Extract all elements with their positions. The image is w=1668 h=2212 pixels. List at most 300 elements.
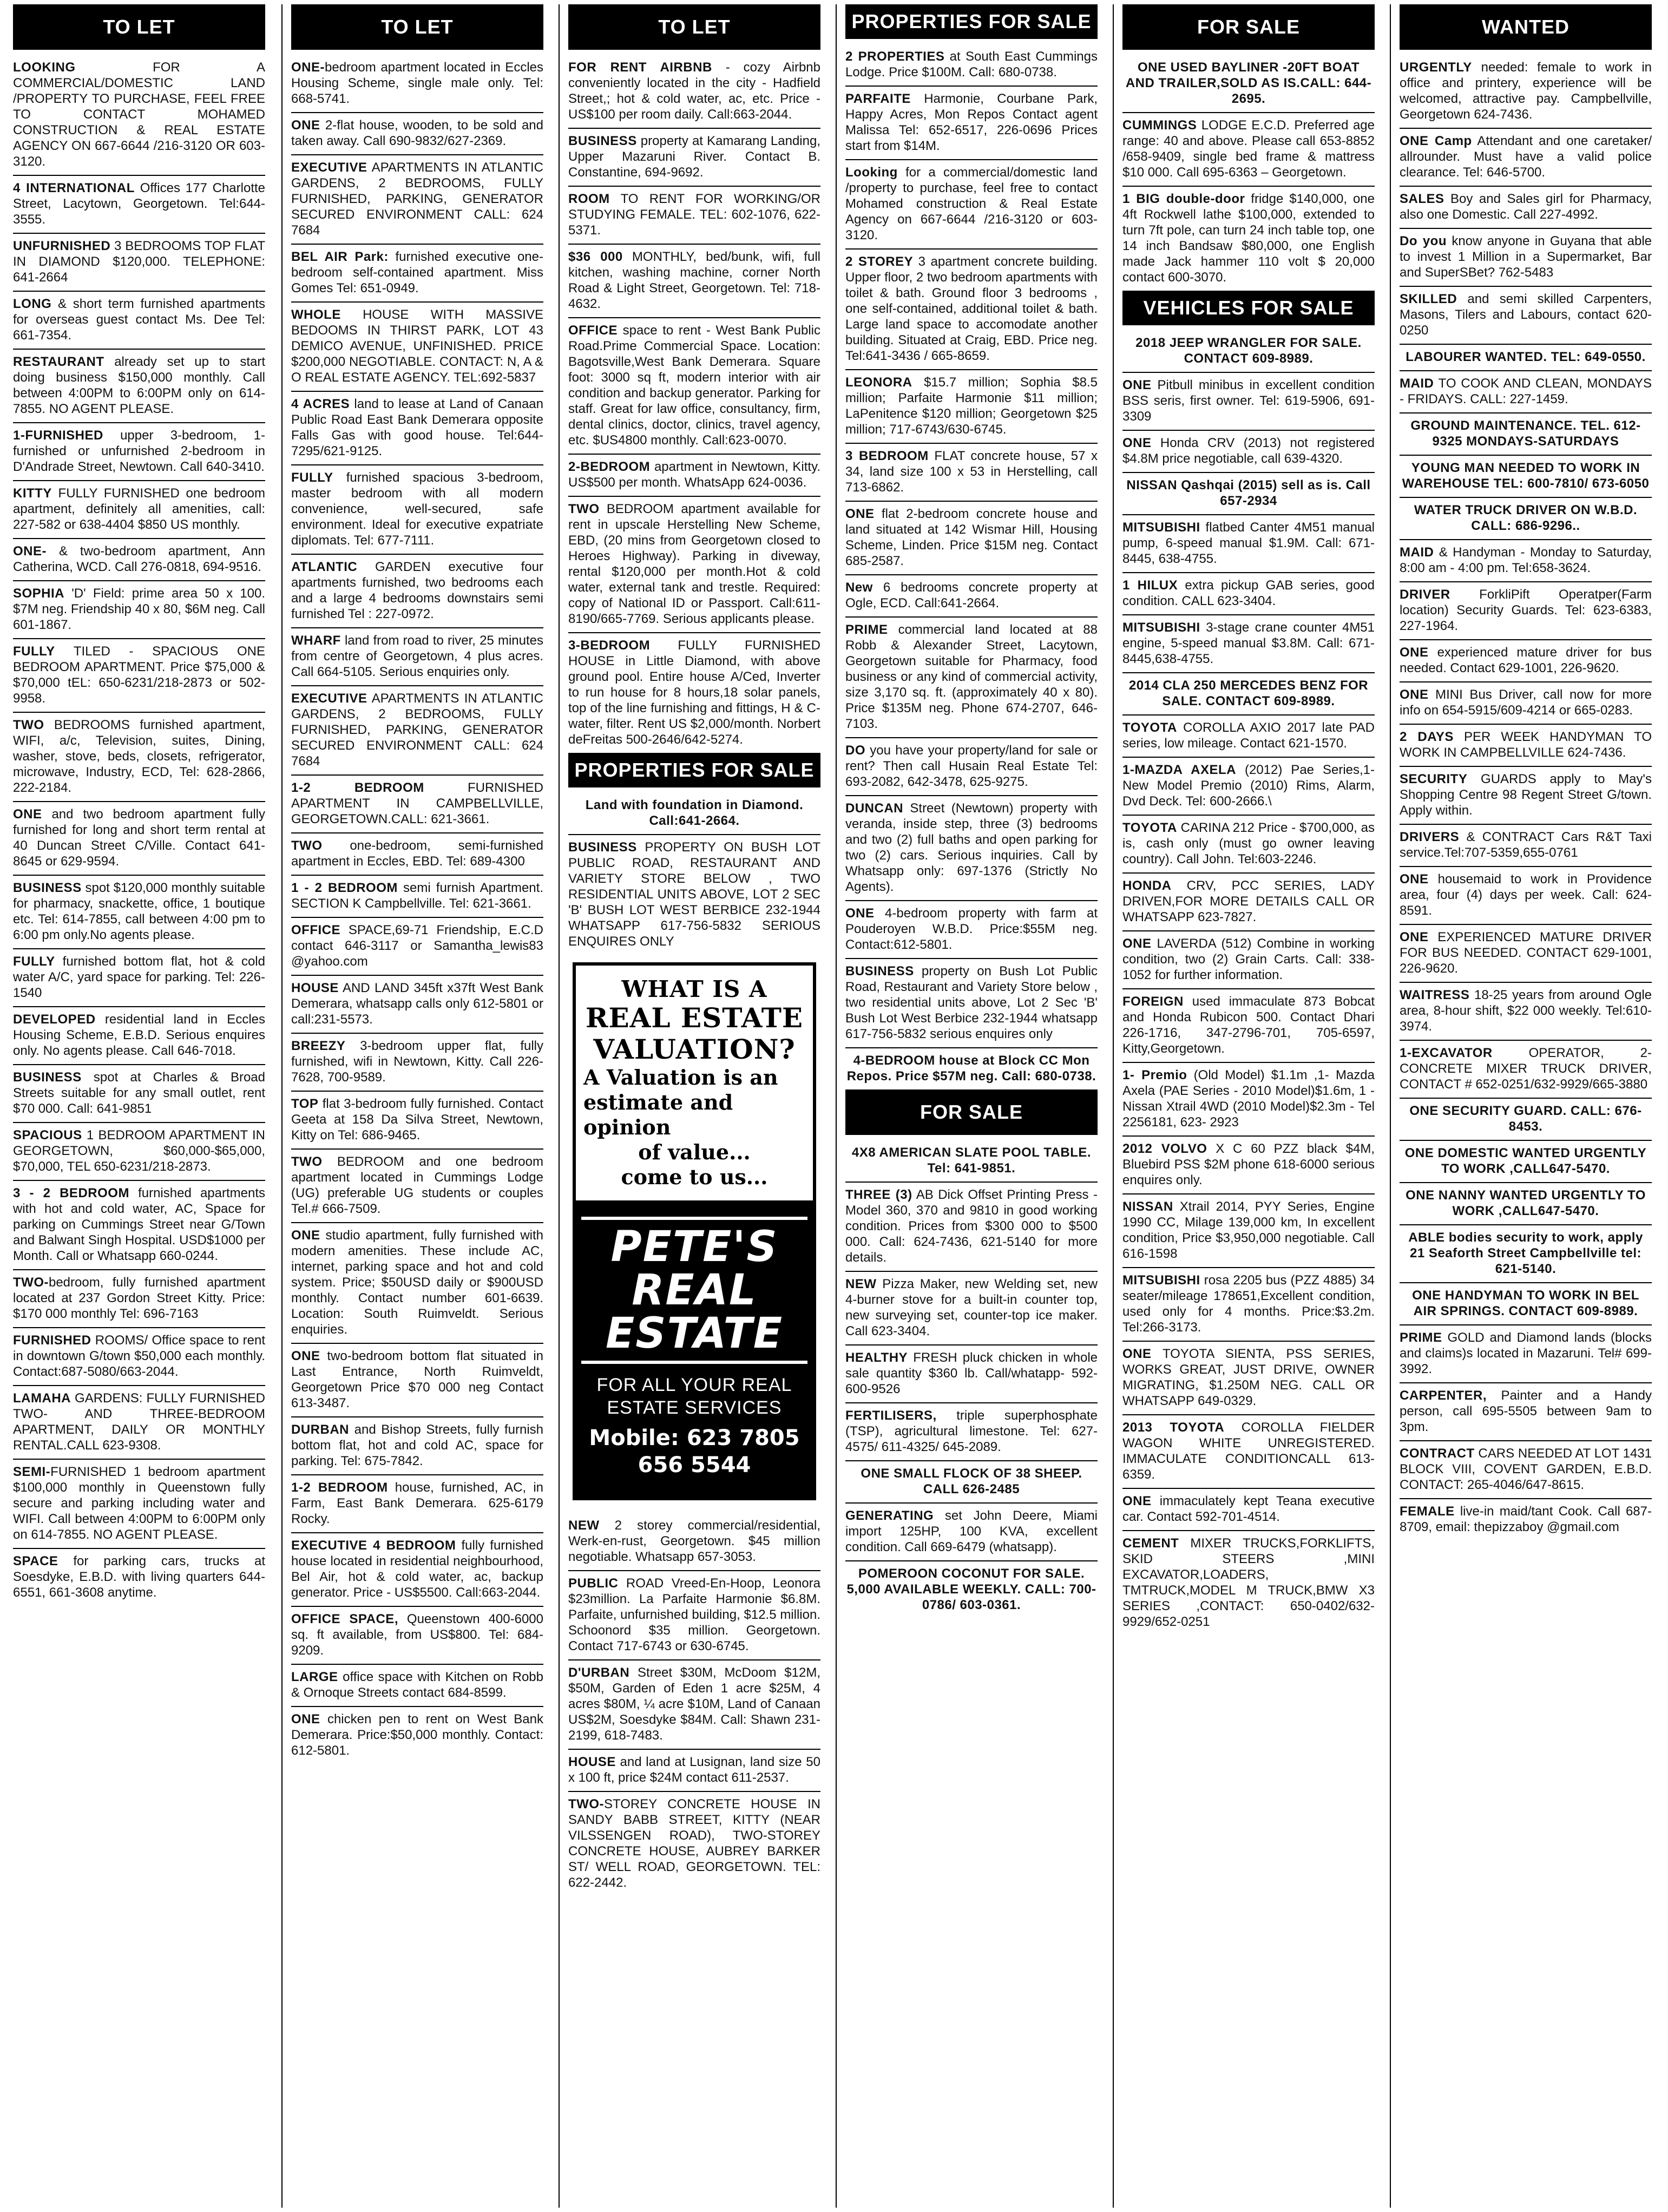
classified-ad: [291, 555, 543, 628]
classified-ad: [1122, 431, 1375, 473]
ad-lead: SECURITY: [1400, 772, 1468, 786]
classified-ad: [291, 465, 543, 555]
classified-ad: [1122, 816, 1375, 874]
ad-lead: Do you: [1400, 234, 1447, 248]
classified-ad: [1122, 113, 1375, 187]
ad-body: STOREY CONCRETE HOUSE IN SANDY BABB STREET, KITTY (NEAR VILSSENGEN ROAD), TWO-STOREY CONCRETE HOUSE, AUBREY BARKER ST/ WELL ROAD, GEORGETOWN. TEL: 622-2442.: [568, 1797, 820, 1890]
ad-body: bedroom, fully furnished apartment located at 237 Gordon Street Kitty. Price: $170 000 monthly Tel: 696-7163: [13, 1275, 265, 1321]
ad-body: extra pickup GAB series, good condition. CALL 623-3404.: [1122, 578, 1375, 608]
classified-ad: [845, 1345, 1098, 1403]
ad-body: bedroom apartment located in Eccles Housing Scheme, single male only. Tel: 668-5741.: [291, 60, 543, 106]
ad-body: and land at Lusignan, land size 50 x 100 ft, price $24M contact 611-2537.: [568, 1755, 820, 1785]
ad-body: APARTMENTS IN ATLANTIC GARDENS, 2 BEDROOMS, FULLY FURNISHED, PARKING, GENERATOR SECURED ENVIRONMENT CALL: 624 7684: [291, 691, 543, 769]
ad-body: Harmonie, Courbane Park, Happy Acres, Mon Repos Contact agent Malissa Tel: 652-6517, 226-0696 Prices start from $14M.: [845, 91, 1098, 153]
classified-ad: [13, 713, 265, 802]
logo-line: REAL ESTATE: [606, 1266, 783, 1358]
section-header-wanted: WANTED: [1400, 4, 1652, 50]
ad-body: furnished bottom flat, hot & cold water A/C, yard space for parking. Tel: 226-1540: [13, 954, 265, 1000]
classified-ad: [1400, 456, 1652, 498]
ad-lead: ABLE bodies security to work, apply 21 Seaforth Street Campbellville tel: 621-5140.: [1408, 1230, 1643, 1276]
ad-lead: FURNISHED: [13, 1333, 91, 1348]
classified-ad: [291, 1707, 543, 1764]
ad-body: at South East Cummings Lodge. Price $100M. Call: 680-0738.: [845, 49, 1098, 80]
ad-body: residential land in Eccles Housing Scheme, E.B.D. Serious enquires only. No agents please. Call 646-7018.: [13, 1012, 265, 1058]
ad-body: PER WEEK HANDYMAN TO WORK IN CAMPBELLVILLE 624-7436.: [1400, 730, 1652, 760]
ad-lead: SPACIOUS: [13, 1128, 82, 1143]
classified-ad: [13, 1270, 265, 1328]
classified-ad: [1400, 1325, 1652, 1383]
ad-body: & two-bedroom apartment, Ann Catherina, WCD. Call 276-0818, 694-9516.: [13, 544, 265, 574]
mobile-line: Mobile: 623 7805: [589, 1426, 800, 1450]
ad-body: land from road to river, 25 minutes from centre of Georgetown, 4 plus acres. Call 664-5105. Serious enquiries only.: [291, 633, 543, 679]
classified-ad: [291, 918, 543, 976]
ad-lead: ONE: [291, 118, 320, 133]
ad-lead: SEMI-: [13, 1465, 51, 1479]
classified-ad: [291, 1092, 543, 1150]
ad-lead: THREE (3): [845, 1187, 912, 1202]
classified-ad: [568, 1513, 820, 1571]
ad-lead: NEW: [568, 1518, 600, 1533]
ad-lead: 1-2 BEDROOM: [291, 780, 424, 795]
classified-ad: [1122, 1063, 1375, 1137]
classified-ad: [13, 1328, 265, 1386]
advert-line: come to us...: [621, 1165, 768, 1189]
ad-body: already set up to start doing business $150,000 monthly. Call between 4:00PM to 6:00PM only on 614-7855. NO AGENT PLEASE.: [13, 355, 265, 416]
ad-body: APARTMENTS IN ATLANTIC GARDENS, 2 BEDROOMS, FULLY FURNISHED, PARKING, GENERATOR SECURED ENVIRONMENT CALL: 624 7684: [291, 160, 543, 238]
ad-body: furnished spacious 3-bedroom, master bedroom with all modern convenience, well-secured, safe environment. Ideal for executive expatriate diplomats. Tel: 677-7111.: [291, 470, 543, 548]
ad-lead: PRIME: [1400, 1330, 1442, 1345]
column-1: [4, 4, 273, 2208]
ad-body: upper 3-bedroom, 1-furnished or unfurnished 2-bedroom in D'Andrade Street, Newtown. Call 640-3410.: [13, 428, 265, 474]
classified-ad: [1400, 498, 1652, 540]
ad-body: 3-stage crane counter 4M51 engine, 5-speed manual $3.8M. Call: 671-8445,638-4755.: [1122, 620, 1375, 666]
ad-lead: ONE-: [13, 544, 47, 559]
advert-line: WHAT IS A: [621, 976, 767, 1002]
classified-ad: [291, 1344, 543, 1417]
ad-lead: BUSINESS: [13, 881, 82, 895]
classified-ad: [291, 876, 543, 918]
ad-body: (Old Model) $1.1m ,1- Mazda Axela (PAE Series - 2010 Model)$1.6m, 1 - Nissan Xtrail 4WD (2010 Model)$2.3m - Tel 2256181, 623- 2923: [1122, 1068, 1375, 1130]
classified-ad: [291, 1533, 543, 1607]
classified-ad: [13, 949, 265, 1007]
ad-lead: PARFAITE: [845, 91, 911, 106]
ad-body: semi furnish Apartment. SECTION K Campbellville. Tel: 621-3661.: [291, 881, 543, 911]
section-header-for-sale: FOR SALE: [845, 1089, 1098, 1135]
logo-name: [581, 1217, 807, 1364]
classified-ad: [291, 628, 543, 686]
classified-ad: [568, 455, 820, 497]
classified-ad: [291, 303, 543, 392]
classified-ad: [568, 1660, 820, 1750]
ad-lead: 2 PROPERTIES: [845, 49, 945, 64]
ad-body: HOUSE WITH MASSIVE BEDOOMS IN THIRST PARK, LOT 43 DEMICO AVENUE, UNFINISHED. PRICE $200,000 NEGOTIABLE. CONTACT: N, A & O REAL ESTATE AGENCY. TEL:692-5837: [291, 307, 543, 385]
classified-ad: [568, 633, 820, 753]
ad-lead: 4 INTERNATIONAL: [13, 181, 135, 195]
ad-lead: ONE-: [291, 60, 325, 75]
ad-body: 4-bedroom property with farm at Pouderoyen W.B.D. Price:$55M neg. Contact:612-5801.: [845, 906, 1098, 952]
classified-ad: [1122, 55, 1375, 113]
ad-lead: MITSUBISHI: [1122, 620, 1200, 635]
ad-body: 1 BEDROOM APARTMENT IN GEORGETOWN, $60,000-$65,000, $70,000, TEL 650-6231/218-2873.: [13, 1128, 265, 1174]
classified-ad: [13, 1007, 265, 1065]
ad-lead: SOPHIA: [13, 586, 65, 601]
ad-lead: DEVELOPED: [13, 1012, 96, 1027]
ad-lead: TOYOTA: [1122, 720, 1177, 735]
ad-body: and two bedroom apartment fully furnished for long and short term rental at 40 Duncan Street C/Ville. Contact 641-8645 or 629-9594.: [13, 807, 265, 869]
classified-ad: [845, 1561, 1098, 1618]
ad-list: [568, 787, 820, 955]
ad-body: 'D' Field: prime area 50 x 100. $7M neg. Friendship 40 x 80, $6M neg. Call 601-1867.: [13, 586, 265, 632]
classified-ad: [1400, 1141, 1652, 1183]
ad-lead: TWO: [568, 502, 600, 516]
classified-ad: [845, 1183, 1098, 1272]
classified-ad: [568, 55, 820, 129]
ad-body: LODGE E.C.D. Preferred age range: 40 and above. Please call 653-8852 /658-9409, single bed frame & mattress $10 000. Call 695-6363 – Georgetown.: [1122, 118, 1375, 180]
advert-line: of value...: [638, 1140, 751, 1164]
ad-lead: SKILLED: [1400, 292, 1457, 306]
logo-mobile: [581, 1425, 807, 1492]
classified-ad: [845, 44, 1098, 87]
ad-body: Pitbull minibus in excellent condition BSS seris, first owner. Tel: 619-5906, 691-3309: [1122, 378, 1375, 424]
ad-lead: LARGE: [291, 1670, 338, 1684]
ad-body: & Handyman - Monday to Saturday, 8:00 am - 4:00 pm. Tel:658-3624.: [1400, 545, 1652, 575]
ad-lead: PUBLIC: [568, 1576, 619, 1591]
ad-body: Xtrail 2014, PYY Series, Engine 1990 CC, Milage 139,000 km, In excellent condition, Price $3,950,000 negotiable. Call 616-1598: [1122, 1199, 1375, 1261]
classified-ad: [1122, 758, 1375, 816]
ad-body: 3 apartment concrete building. Upper floor, 2 two bedroom apartments with toilet & bath. Ground floor 3 bedrooms , one self-contained, additional toilet & bath. Large land space to accomodate another building. Situated at Craig, EBD. Price neg. Tel:641-3436 / 665-8659.: [845, 254, 1098, 363]
classified-ad: [1122, 1268, 1375, 1342]
classified-ad: [13, 1460, 265, 1549]
section-header-vehicles-for-sale: VEHICLES FOR SALE: [1122, 291, 1375, 325]
ad-body: PROPERTY ON BUSH LOT PUBLIC ROAD, RESTAURANT AND VARIETY STORE BELOW , TWO RESIDENTIAL UNITS ABOVE, LOT 2 SEC 'B' BUSH LOT WEST BERBICE 232-1944 WHATSAPP 617-756-5832 SERIOUS ENQUIRES ONLY: [568, 840, 820, 949]
ad-lead: 2018 JEEP WRANGLER FOR SALE. CONTACT 609-8989.: [1135, 336, 1362, 366]
ad-body: Street (Newtown) property with veranda, inside step, three (3) bedrooms and two (2) full baths and open parking for two (2) cars. Serious inquiries. Call by Whatsapp only: 697-1376 (Strictly No Agents).: [845, 801, 1098, 894]
ad-list: [1122, 325, 1375, 1635]
ad-body: Queenstown 400-6000 sq. ft available, from US$800. Tel: 684-9209.: [291, 1612, 543, 1658]
classified-ad: [1400, 1383, 1652, 1441]
classified-ad: [1400, 55, 1652, 129]
ad-lead: ONE: [1122, 1347, 1152, 1361]
ad-list: [568, 1508, 820, 1896]
ad-body: chicken pen to rent on West Bank Demerara. Price:$50,000 monthly. Contact: 612-5801.: [291, 1712, 543, 1758]
ad-body: CRV, PCC SERIES, LADY DRIVEN,FOR MORE DETAILS CALL OR WHATSAPP 623-7827.: [1122, 878, 1375, 924]
ad-body: ForkliPift Operatper(Farm location) Security Guards. Tel: 623-6383, 227-1964.: [1400, 587, 1652, 633]
ad-body: Pizza Maker, new Welding set, new 4-burner stove for a built-in counter top, new surveying set, counter-top ice maker. Call 623-3404.: [845, 1277, 1098, 1338]
ad-lead: 2-BEDROOM: [568, 460, 651, 474]
classified-ad: [13, 639, 265, 713]
ad-list: [13, 50, 265, 1606]
ad-lead: TWO: [291, 838, 323, 853]
ad-body: 3-bedroom upper flat, fully furnished, wifi in Newtown, Kitty. Call 226-7628, 700-9589.: [291, 1039, 543, 1085]
classified-ad: [291, 1150, 543, 1223]
ad-lead: WAITRESS: [1400, 988, 1470, 1002]
classified-ad: [291, 155, 543, 245]
ad-lead: OFFICE: [568, 323, 618, 338]
classified-ad: [291, 1665, 543, 1707]
classified-ad: [1400, 129, 1652, 187]
ad-body: FOR A COMMERCIAL/DOMESTIC LAND /PROPERTY TO PURCHASE, FEEL FREE TO CONTACT MOHAMED CONSTRUCTION & REAL ESTATE AGENCY ON 667-6644 /216-3120 OR 603-3120.: [13, 60, 265, 169]
classified-ad: [845, 502, 1098, 575]
classified-ad: [291, 1223, 543, 1344]
ad-body: two-bedroom bottom flat situated in Last Entrance, North Ruimveldt, Georgetown Price $70 000 neg Contact 613-3487.: [291, 1349, 543, 1410]
classified-ad: [1122, 989, 1375, 1063]
classified-ad: [1400, 725, 1652, 767]
ad-list: [291, 50, 543, 1764]
section-header-to-let: TO LET: [568, 4, 820, 50]
section-header-to-let: TO LET: [291, 4, 543, 50]
ad-lead: D'URBAN: [568, 1665, 630, 1680]
ad-lead: CARPENTER,: [1400, 1388, 1487, 1403]
ad-body: (2012) Pae Series,1- New Model Premio (2010) Rims, Alarm, Dvd Deck. Tel: 600-2666.\: [1122, 763, 1375, 809]
ad-body: furnished apartments with hot and cold water, AC, Space for parking on Cummings Street near G/Town and Balwant Singh Hospital. USD$1000 per Month. Call or Whatsapp 660-0244.: [13, 1186, 265, 1263]
classified-ad: [1400, 1041, 1652, 1099]
classified-ad: [1122, 1342, 1375, 1415]
classified-ad: [1400, 1225, 1652, 1283]
classified-ad: [845, 87, 1098, 160]
ad-lead: LOOKING: [13, 60, 76, 75]
ad-body: fridge $140,000, one 4ft Rockwell lathe $100,000, extended to turn 7ft pole, can turn 24 inch table top, one 14 inch Bandsaw $80,000, one English made Jack hammer 110 volt $ 20,000 contact 600-3070.: [1122, 192, 1375, 285]
ad-lead: 2014 CLA 250 MERCEDES BENZ FOR SALE. CONTACT 609-8989.: [1128, 678, 1369, 708]
ad-body: spot $120,000 monthly suitable for pharmacy, snackette, office, 1 boutique etc. Tel: 614-7855, call between 4:00 pm to 6:00 pm only.No agents please.: [13, 881, 265, 942]
ad-lead: MAID: [1400, 376, 1434, 391]
ad-lead: EXECUTIVE: [291, 160, 367, 175]
classified-ad: [291, 392, 543, 465]
ad-body: ROAD Vreed-En-Hoop, Leonora $23million. La Parfaite Harmonie $6.8M. Parfaite, unfurnished building, $12.5 million. Schoonord $35 million. Georgetown. Contact 717-6743 or 630-6745.: [568, 1576, 820, 1653]
ad-lead: WHOLE: [291, 307, 341, 322]
ad-body: Attendant and one caretaker/ allrounder. Must have a valid police clearance. Tel: 646-5700.: [1400, 134, 1652, 180]
classified-ad: [1122, 515, 1375, 573]
classified-ad: [568, 318, 820, 455]
ad-body: COROLLA AXIO 2017 late PAD series, low mileage. Contact 621-1570.: [1122, 720, 1375, 751]
ad-lead: DRIVER: [1400, 587, 1450, 602]
ad-lead: 1 BIG double-door: [1122, 192, 1245, 206]
logo-line: PETE'S: [610, 1223, 778, 1271]
ad-lead: HEALTHY: [845, 1350, 908, 1365]
classified-ad: [1122, 573, 1375, 615]
ad-lead: 1- Premio: [1122, 1068, 1187, 1082]
classified-ad: [845, 796, 1098, 901]
ad-lead: NEW: [845, 1277, 877, 1291]
classified-ad: [13, 1549, 265, 1606]
ad-body: triple superphosphate (TSP), agricultural limestone. Tel: 627-4575/ 611-4325/ 645-2089.: [845, 1408, 1098, 1454]
ad-body: - cozy Airbnb conveniently located in the city - Hadfield Street,; hot & cold water, ac, etc. Price - US$100 per room daily. Call:663-2044.: [568, 60, 820, 122]
ad-lead: TWO: [291, 1154, 323, 1169]
ad-lead: WHARF: [291, 633, 341, 648]
ad-lead: WATER TRUCK DRIVER ON W.B.D. CALL: 686-9296..: [1414, 503, 1638, 533]
ad-lead: ONE: [1400, 687, 1429, 702]
ad-lead: TWO-: [13, 1275, 49, 1290]
classified-ad: [1400, 371, 1652, 413]
column-5: [1113, 4, 1382, 2208]
ad-lead: ONE: [1400, 645, 1429, 660]
ad-body: Boy and Sales girl for Pharmacy, also one Domestic. Call 227-4992.: [1400, 192, 1652, 222]
advert-line: VALUATION?: [593, 1033, 796, 1065]
classified-ad: [845, 160, 1098, 250]
ad-body: land to lease at Land of Canaan Public Road East Bank Demerara opposite Falls Gas with good house. Tel:644-7295/621-9125.: [291, 397, 544, 458]
ad-body: SPACE,69-71 Friendship, E.C.D contact 646-3117 or Samantha_lewis83 @yahoo.com: [291, 923, 543, 969]
ad-body: 2-flat house, wooden, to be sold and taken away. Call 690-9832/627-2369.: [291, 118, 543, 148]
ad-body: for a commercial/domestic land /property to purchase, feel free to contact Mohamed construction & Real Estate Agency on 667-6644 /216-3120 or 603-3120.: [845, 165, 1098, 242]
classified-ad: [845, 575, 1098, 618]
ad-body: BEDROOMS furnished apartment, WIFI, a/c, Television, suites, Dining, washer, stove, beds, closets, refrigerator, microwave, Industry, ECD, Tel: 628-2866, 222-2184.: [13, 718, 265, 795]
ad-lead: FULLY: [13, 644, 55, 659]
section-header-properties-for-sale: PROPERTIES FOR SALE: [568, 753, 820, 787]
classified-ad: [1400, 1099, 1652, 1141]
classified-ad: [1400, 229, 1652, 287]
classified-ad: [13, 1123, 265, 1181]
ad-body: housemaid to work in Providence area, four (4) days per week. Call: 624-8591.: [1400, 872, 1652, 918]
ad-lead: ATLANTIC: [291, 560, 358, 574]
ad-body: MIXER TRUCKS,FORKLIFTS, SKID STEERS ,MINI EXCAVATOR,LOADERS, TMTRUCK,MODEL M TRUCK,BMW X3 SERIES ,CONTACT: 650-0402/632-9929/652-0251: [1122, 1536, 1375, 1629]
ad-lead: DRIVERS: [1400, 830, 1460, 844]
ad-lead: KITTY: [13, 486, 52, 501]
classified-ad: [1400, 767, 1652, 825]
ad-body: FULLY FURNISHED HOUSE in Little Diamond, with above ground pool. Entire house A/Ced, Inverter to run house for 8 hours,18 solar panels, top of the line furnishing and fittings, H & C- water, filter. Rent US $2,000/month. Norbert deFreitas 500-2646/642-5274.: [568, 638, 820, 747]
ad-lead: CUMMINGS: [1122, 118, 1197, 133]
section-header-properties-for-sale: PROPERTIES FOR SALE: [845, 4, 1098, 39]
ad-body: furnished executive one-bedroom self-contained apartment. Miss Gomes Tel: 651-0949.: [291, 250, 543, 296]
classified-ad: [1400, 582, 1652, 640]
ad-lead: YOUNG MAN NEEDED TO WORK IN WAREHOUSE TEL: 600-7810/ 673-6050: [1402, 461, 1650, 491]
ad-lead: HOUSE: [568, 1755, 616, 1769]
ad-lead: RESTAURANT: [13, 355, 104, 369]
classified-ad: [13, 581, 265, 639]
classified-ad: [291, 1034, 543, 1092]
ad-body: BEDROOM and one bedroom apartment located in Cummings Lodge (UG) preferable UG students or couples Tel.# 666-7509.: [291, 1154, 543, 1216]
ad-lead: ONE SMALL FLOCK OF 38 SHEEP. CALL 626-2485: [861, 1466, 1082, 1496]
ad-lead: HOUSE: [291, 981, 339, 995]
ad-body: space to rent - West Bank Public Road.Prime Commercial Space. Location: Bagotsville,West Bank Demerara. Square foot: 3000 sq ft, modern interior with air condition and backup generator. Parking for staff. Great for law office, consultancy, firm, dental clinics, doctor, clinics, travel agency, etc. $US4800 monthly. Call:623-0070.: [568, 323, 820, 448]
ad-lead: FEMALE: [1400, 1504, 1455, 1519]
classified-ad: [568, 187, 820, 245]
ad-lead: ONE: [291, 1712, 320, 1727]
ad-body: know anyone in Guyana that able to invest 1 Million in a Supermarket, Bar and SuperSBet? 762-5483: [1400, 234, 1652, 280]
ad-body: TOYOTA SIENTA, PSS SERIES, WORKS GREAT, JUST DRIVE, OWNER MIGRATING, $1.250M NEG. CALL OR WHATSAPP 649-0329.: [1122, 1347, 1375, 1408]
ad-body: & short term furnished apartments for overseas guest contact Ms. Dee Tel: 661-7354.: [13, 297, 265, 343]
classified-ad: [1122, 1137, 1375, 1194]
ad-body: house, furnished, AC, in Farm, East Bank Demerara. 625-6179 Rocky.: [291, 1480, 543, 1526]
ad-body: TILED - SPACIOUS ONE BEDROOM APARTMENT. Price $75,000 & $70,000 tEL: 650-6231/218-2873 or 502-9958.: [13, 644, 265, 706]
ad-body: CARINA 212 Price - $700,000, as is, cash only (must go owner leaving country). Call John. Tel:603-2246.: [1122, 821, 1375, 867]
ad-lead: 1-2 BEDROOM: [291, 1480, 388, 1495]
classified-ad: [1122, 931, 1375, 989]
classified-ad: [845, 1403, 1098, 1461]
classified-ad: [1400, 1441, 1652, 1499]
ad-lead: ONE: [1122, 436, 1152, 450]
ad-lead: ONE: [845, 906, 875, 921]
ad-lead: LONG: [13, 297, 52, 311]
ad-body: GARDENS: FULLY FURNISHED TWO- AND THREE-BEDROOM APARTMENT, DAILY OR MONTHLY RENTAL.CALL 623-9308.: [13, 1391, 265, 1453]
ad-lead: BUSINESS: [13, 1070, 82, 1085]
ad-lead: TWO: [13, 718, 44, 732]
classified-ad: [1400, 867, 1652, 925]
ad-lead: ROOM: [568, 192, 610, 206]
classified-ad: [13, 55, 265, 176]
ad-lead: ONE HANDYMAN TO WORK IN BEL AIR SPRINGS. CONTACT 609-8989.: [1412, 1288, 1639, 1318]
ad-body: commercial land located at 88 Robb & Alexander Street, Lacytown, Georgetown suitable for Pharmacy, food business or any kind of commercial activity, size 3,170 sq. ft. (approximately 40 x 80). Price $135M neg. Phone 674-2707, 646-7103.: [845, 622, 1098, 731]
ad-body: and semi skilled Carpenters, Masons, Tilers and Labours, contact 620-0250: [1400, 292, 1652, 338]
ad-lead: OFFICE SPACE,: [291, 1612, 398, 1626]
ad-lead: TOYOTA: [1122, 821, 1177, 835]
ad-body: you have your property/land for sale or rent? Then call Husain Real Estate Tel: 693-2082, 642-3478, 625-9275.: [845, 743, 1098, 789]
ad-lead: MAID: [1400, 545, 1434, 560]
ad-body: rosa 2205 bus (PZZ 4885) 34 seater/mileage 178651,Excellent condition, used only for 4 months. Price:$3.2m. Tel:266-3173.: [1122, 1273, 1375, 1335]
ad-lead: DO: [845, 743, 865, 758]
classified-ad: [568, 245, 820, 318]
classified-ad: [13, 234, 265, 292]
classified-ad: [1400, 540, 1652, 582]
classified-ad: [291, 1607, 543, 1665]
classified-ad: [1122, 615, 1375, 673]
ad-body: and Bishop Streets, fully furnish bottom flat, hot and cold AC, space for parking. Tel: 675-7842.: [291, 1422, 543, 1468]
classified-ad: [291, 55, 543, 113]
classified-ad: [1122, 373, 1375, 431]
ad-lead: Land with foundation in Diamond. Call:641-2664.: [585, 798, 804, 828]
ad-body: & CONTRACT Cars R&T Taxi service.Tel:707-5359,655-0761: [1400, 830, 1652, 860]
classified-ad: [291, 1475, 543, 1533]
ad-lead: LABOURER WANTED. TEL: 649-0550.: [1406, 350, 1646, 364]
advert-line: estimate and opinion: [583, 1090, 733, 1139]
ad-lead: 1-MAZDA AXELA: [1122, 763, 1237, 777]
ad-body: BEDROOM apartment available for rent in upscale Herstelling New Scheme, EBD, (20 mins from Georgetown closed to Heroes Highway). Parking in diveway, rental $120,000 per month.Hot & cold water, external tank and trestle. Required: copy of National ID or Passport. Call:611-8190/665-7769. Serious applicants please.: [568, 502, 820, 626]
classified-ad: [13, 423, 265, 481]
ad-lead: 4 ACRES: [291, 397, 350, 411]
ad-body: FRESH pluck chicken in whole sale quantity $360 lb. Call/whatapp- 592-600-9526: [845, 1350, 1098, 1396]
ad-body: flatbed Canter 4M51 manual pump, 6-speed manual $1.9M. Call: 671-8445, 638-4755.: [1122, 520, 1375, 566]
ad-lead: ONE NANNY WANTED URGENTLY TO WORK ,CALL647-5470.: [1406, 1188, 1646, 1218]
classified-ad: [13, 876, 265, 949]
classified-ad: [13, 539, 265, 581]
classified-ad: [291, 776, 543, 833]
classified-ad: [1122, 473, 1375, 515]
ad-body: CARS NEEDED AT LOT 1431 BLOCK VIII, COVENT GARDEN, E.B.D. CONTACT: 265-4046/647-8615.: [1400, 1446, 1652, 1492]
classified-ad: [1400, 983, 1652, 1041]
ad-body: AB Dick Offset Printing Press - Model 360, 370 and 9810 in good working condition. Prices from $300 000 to $500 000. Call: 624-7436, 621-5140 for more details.: [845, 1187, 1098, 1265]
classified-ad: [845, 1272, 1098, 1345]
ad-lead: POMEROON COCONUT FOR SALE. 5,000 AVAILABLE WEEKLY. CALL: 700-0786/ 603-0361.: [846, 1566, 1096, 1612]
ad-lead: 2 DAYS: [1400, 730, 1454, 744]
ad-lead: GROUND MAINTENANCE. TEL. 612-9325 MONDAYS-SATURDAYS: [1410, 418, 1641, 449]
classified-ad: [1122, 673, 1375, 716]
column-3: [559, 4, 828, 2208]
classified-ad: [1400, 345, 1652, 371]
ad-lead: ONE: [1122, 1494, 1152, 1508]
classified-ad: [845, 618, 1098, 738]
classified-ad: [845, 1504, 1098, 1561]
classified-ad: [845, 1140, 1098, 1183]
logo-tagline: [581, 1364, 807, 1425]
classified-ad: [845, 1461, 1098, 1504]
ad-body: for parking cars, trucks at Soesdyke, E.B.D. with living quarters 644-6551, 661-3608 anytime.: [13, 1554, 265, 1600]
classified-ad: [568, 1571, 820, 1660]
classified-ad: [1400, 1499, 1652, 1540]
ad-body: Honda CRV (2013) not registered $4.8M price negotiable, call 639-4320.: [1122, 436, 1375, 466]
ad-lead: FOREIGN: [1122, 994, 1184, 1009]
classified-ad: [13, 481, 265, 539]
classified-ad: [568, 793, 820, 835]
classified-ad: [1122, 1489, 1375, 1531]
ad-lead: DUNCAN: [845, 801, 903, 816]
ad-body: GARDEN executive four apartments furnished, two bedrooms each and a large 4 bedrooms downstairs semi furnished Tel : 227-0972.: [291, 560, 543, 621]
ad-list: [845, 1135, 1098, 1618]
ad-body: FURNISHED APARTMENT IN CAMPBELLVILLE, GEORGETOWN.CALL: 621-3661.: [291, 780, 544, 826]
ad-lead: 1 HILUX: [1122, 578, 1178, 593]
advert-question: [576, 966, 813, 1200]
ad-lead: ONE: [845, 507, 875, 521]
classified-ad: [291, 1417, 543, 1475]
mobile-line: 656 5544: [638, 1453, 751, 1478]
ad-lead: BEL AIR Park:: [291, 250, 389, 264]
